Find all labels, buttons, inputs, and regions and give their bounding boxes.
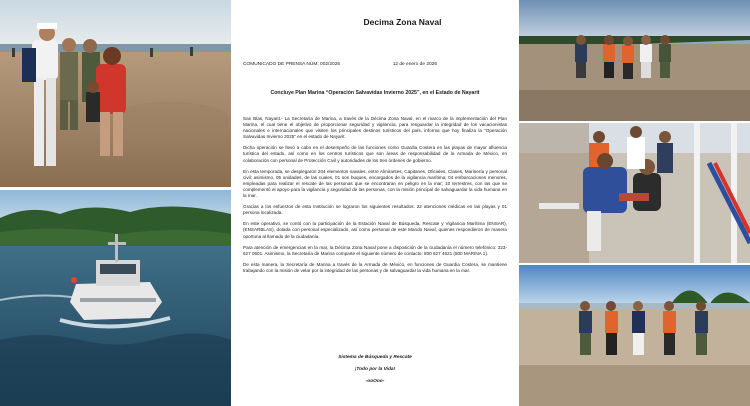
- body-paragraph: Para atención de emergencias en la mar, la Décima Zona Naval pone a disposición de la ciudadanía el número telefónico: 323-627 0601. Asimismo, la Secretaría de Marina comparte el siguiente número de contacto: 800 627 4621 (800 MARINA 1).: [243, 244, 507, 256]
- patrol-boat-photo: [0, 190, 231, 406]
- body-paragraph: San Blas, Nayarit.- La Secretaría de Marina, a través de la Décima Zona Naval, en el marco de la implementación del Plan Marina, el cual tiene el objetivo de proporcionar seguridad y vigilancia, para resguardar la integridad de los vacacionistas nacionales e internacionales que visiten los principales destinos turísticos del país, informa que hoy finaliza la “Operación Salvavidas Invierno 2025” en el estado de Nayarit.: [243, 116, 507, 140]
- beach-officers-photo: [0, 0, 231, 187]
- release-date: 12 de enero de 2026: [392, 62, 437, 67]
- beach-patrol-group-photo: [519, 0, 750, 121]
- document-body: [243, 116, 507, 279]
- body-paragraph: De esta manera, la Secretaría de Marina a través de la Armada de México, en funciones de Guardia Costera, se mantiene trabajando con la misión de velar por la integridad de las personas y de salvaguardar la vida humana en la mar.: [243, 261, 507, 273]
- beach-patrol-walking-photo: [519, 265, 750, 406]
- document-closing: [243, 352, 507, 388]
- body-paragraph: En este operativo, se contó con la participación de la Estación Naval de Búsqueda, Rescate y Vigilancia Marítima (ENSAR), (ENSARBLAS), dotada con personal especializado, así como personal de este Mando Naval, quienes respondieron de manera oportuna al llamado de la ciudadanía.: [243, 221, 507, 239]
- body-paragraph: En esta temporada, se desplegaron 204 elementos navales, entre Almirantes, Capitanes, Oficiales, Clases, Marinería y personal civil; asimismo, 05 unidades, de las cuales, 01 son buques, encargados de la vigilancia marítima; 04 embarcaciones menores, empleadas para realizar el rescate de las personas que se encontraran en peligro en la mar; 10 terrestres, con las que se complementó el apoyo para la vigilancia y seguridad de las personas, con la misión principal de salvaguardar la vida humana en la mar.: [243, 168, 507, 199]
- document-headline: Concluye Plan Marina “Operación Salvavidas Invierno 2025”, en el Estado de Nayarit: [270, 90, 480, 96]
- press-release-document: [232, 0, 518, 406]
- closing-line: ¡Todo por la Vida!: [354, 367, 396, 372]
- document-org-title: Decima Zona Naval: [363, 17, 442, 27]
- body-paragraph: Dicha operación se llevó a cabo en el desempeño de las funciones como Guardia Costera en las playas de mayor afluencia turística del estado, así como en los centros turísticos que son áreas de responsabilidad de la Armada de México, en colaboración con personal de Protección Civil y autoridades de los tres órdenes de gobierno.: [243, 145, 507, 163]
- closing-line: Sistema de Búsqueda y Rescate: [338, 355, 412, 360]
- medical-attention-photo: [519, 123, 750, 263]
- body-paragraph: Gracias a los esfuerzos de esta Institución se lograron los siguientes resultados: 22 atenciones médicas en las playas y 01 persona localizada.: [243, 204, 507, 216]
- release-meta: [243, 62, 507, 68]
- release-number: COMUNICADO DE PRENSA NÚM: 002/2026: [243, 62, 341, 67]
- closing-line: -ooOoo-: [365, 379, 385, 384]
